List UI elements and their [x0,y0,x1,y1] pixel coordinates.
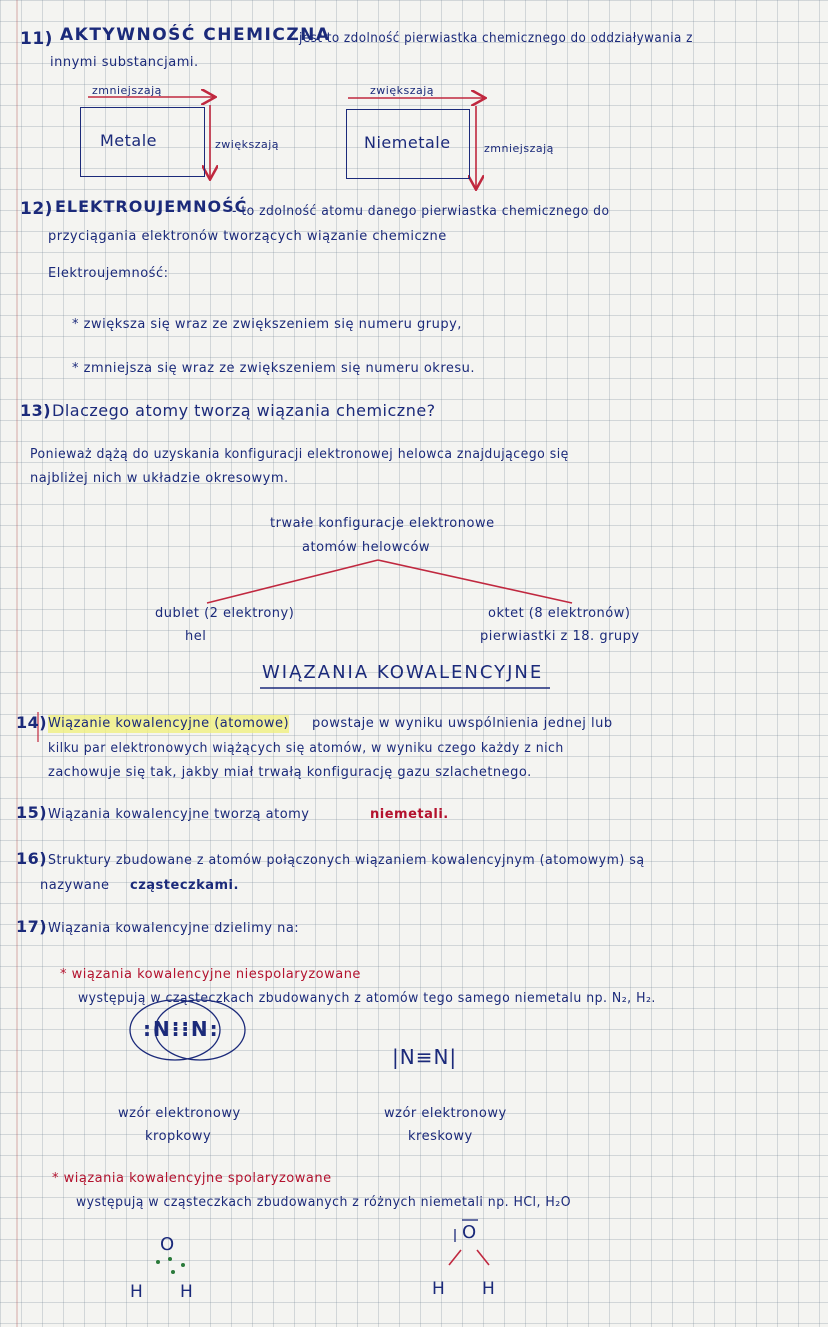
s17-nonpolar-text: występują w cząsteczkach zbudowanych z atomów tego samego niemetalu np. N₂, H₂. [78,991,656,1006]
s15-number: 15) [16,803,48,822]
water2-hydrogen-left: H [432,1279,446,1299]
s13-center-line2: atomów helowców [302,540,431,555]
s11-definition-line1: - jest to zdolność pierwiastka chemicznego do oddziaływania z [290,31,693,46]
water2-bond-left [449,1250,461,1265]
s12-number: 12) [20,199,53,219]
n2-line-caption-line1: wzór elektronowy [384,1106,507,1121]
s17-polar-text: występują w cząsteczkach zbudowanych z różnych niemetali np. HCl, H₂O [76,1195,572,1210]
s13-right-line2: pierwiastki z 18. grupy [480,629,640,644]
s12-definition-line1: - to zdolność atomu danego pierwiastka chemicznego do [232,204,610,219]
s16-bold-word: cząsteczkami. [130,878,239,893]
s15-text: Wiązania kowalencyjne tworzą atomy [48,807,310,822]
water1-dot [168,1257,172,1261]
s13-left-line1: dublet (2 elektrony) [155,606,295,621]
s13-answer-line1: Ponieważ dążą do uzyskania konfiguracji elektronowej helowca znajdującego się [30,447,569,462]
metal-side-arrow-label: zwiększają [215,138,280,151]
s11-title: AKTYWNOŚĆ CHEMICZNA [60,25,331,45]
water1-dot [181,1263,185,1267]
s16-line2: nazywane [40,878,110,893]
s13-center-line1: trwałe konfiguracje elektronowe [270,516,495,531]
n2-dot-formula: :N⁝⁝N: [143,1017,220,1041]
tree-right-branch [378,560,572,603]
s13-left-line2: hel [185,629,207,644]
s16-line1: Struktury zbudowane z atomów połączonych wiązaniem kowalencyjnym (atomowym) są [48,853,645,868]
nonmetal-box-label: Niemetale [364,133,451,152]
water1-hydrogen-right: H [180,1282,194,1302]
water1-dot [171,1270,175,1274]
s11-definition-line2: innymi substancjami. [50,55,199,70]
tree-left-branch [207,560,378,603]
s12-title: ELEKTROUJEMNOŚĆ [55,197,248,216]
n2-dot-caption-line2: kropkowy [145,1129,212,1144]
s17-nonpolar-title: * wiązania kowalencyjne niespolaryzowane [60,967,361,982]
water2-bond-right [477,1250,489,1265]
metal-box-label: Metale [100,131,158,150]
s16-number: 16) [16,849,48,868]
s15-red-word: niemetali. [370,807,449,822]
s14-number: 14) [16,713,48,732]
s17-intro: Wiązania kowalencyjne dzielimy na: [48,921,300,936]
s13-right-line1: oktet (8 elektronów) [488,606,631,621]
water1-dot [156,1260,160,1264]
section-heading: WIĄZANIA KOWALENCYJNE [262,662,544,683]
n2-dot-caption-line1: wzór elektronowy [118,1106,241,1121]
water1-hydrogen-left: H [130,1282,144,1302]
water2-oxygen: O [462,1222,477,1243]
s17-polar-title: * wiązania kowalencyjne spolaryzowane [52,1171,332,1186]
water2-hydrogen-right: H [482,1279,496,1299]
nonmetal-top-arrow-label: zwiększają [370,84,435,97]
s12-bullet1: * zwiększa się wraz ze zwiększeniem się numeru grupy, [72,317,462,332]
s14-line1: powstaje w wyniku uwspólnienia jednej lub [312,716,613,731]
s17-number: 17) [16,917,48,936]
s14-highlight: Wiązanie kowalencyjne (atomowe) [48,716,290,731]
s14-line3: zachowuje się tak, jakby miał trwałą konfigurację gazu szlachetnego. [48,765,532,780]
s13-question: Dlaczego atomy tworzą wiązania chemiczne? [52,401,436,420]
s12-label: Elektroujemność: [48,266,169,281]
s12-bullet2: * zmniejsza się wraz ze zwiększeniem się numeru okresu. [72,361,476,376]
nonmetal-side-arrow-label: zmniejszają [484,142,554,155]
s12-definition-line2: przyciągania elektronów tworzących wiązanie chemiczne [48,229,447,244]
n2-line-formula: |N≡N| [392,1045,458,1069]
s11-number: 11) [20,29,53,49]
n2-line-caption-line2: kreskowy [408,1129,473,1144]
metal-top-arrow-label: zmniejszają [92,84,162,97]
s13-number: 13) [20,401,52,420]
s13-answer-line2: najbliżej nich w układzie okresowym. [30,471,289,486]
s14-line2: kilku par elektronowych wiążących się atomów, w wyniku czego każdy z nich [48,741,564,756]
water1-oxygen: O [160,1234,175,1255]
